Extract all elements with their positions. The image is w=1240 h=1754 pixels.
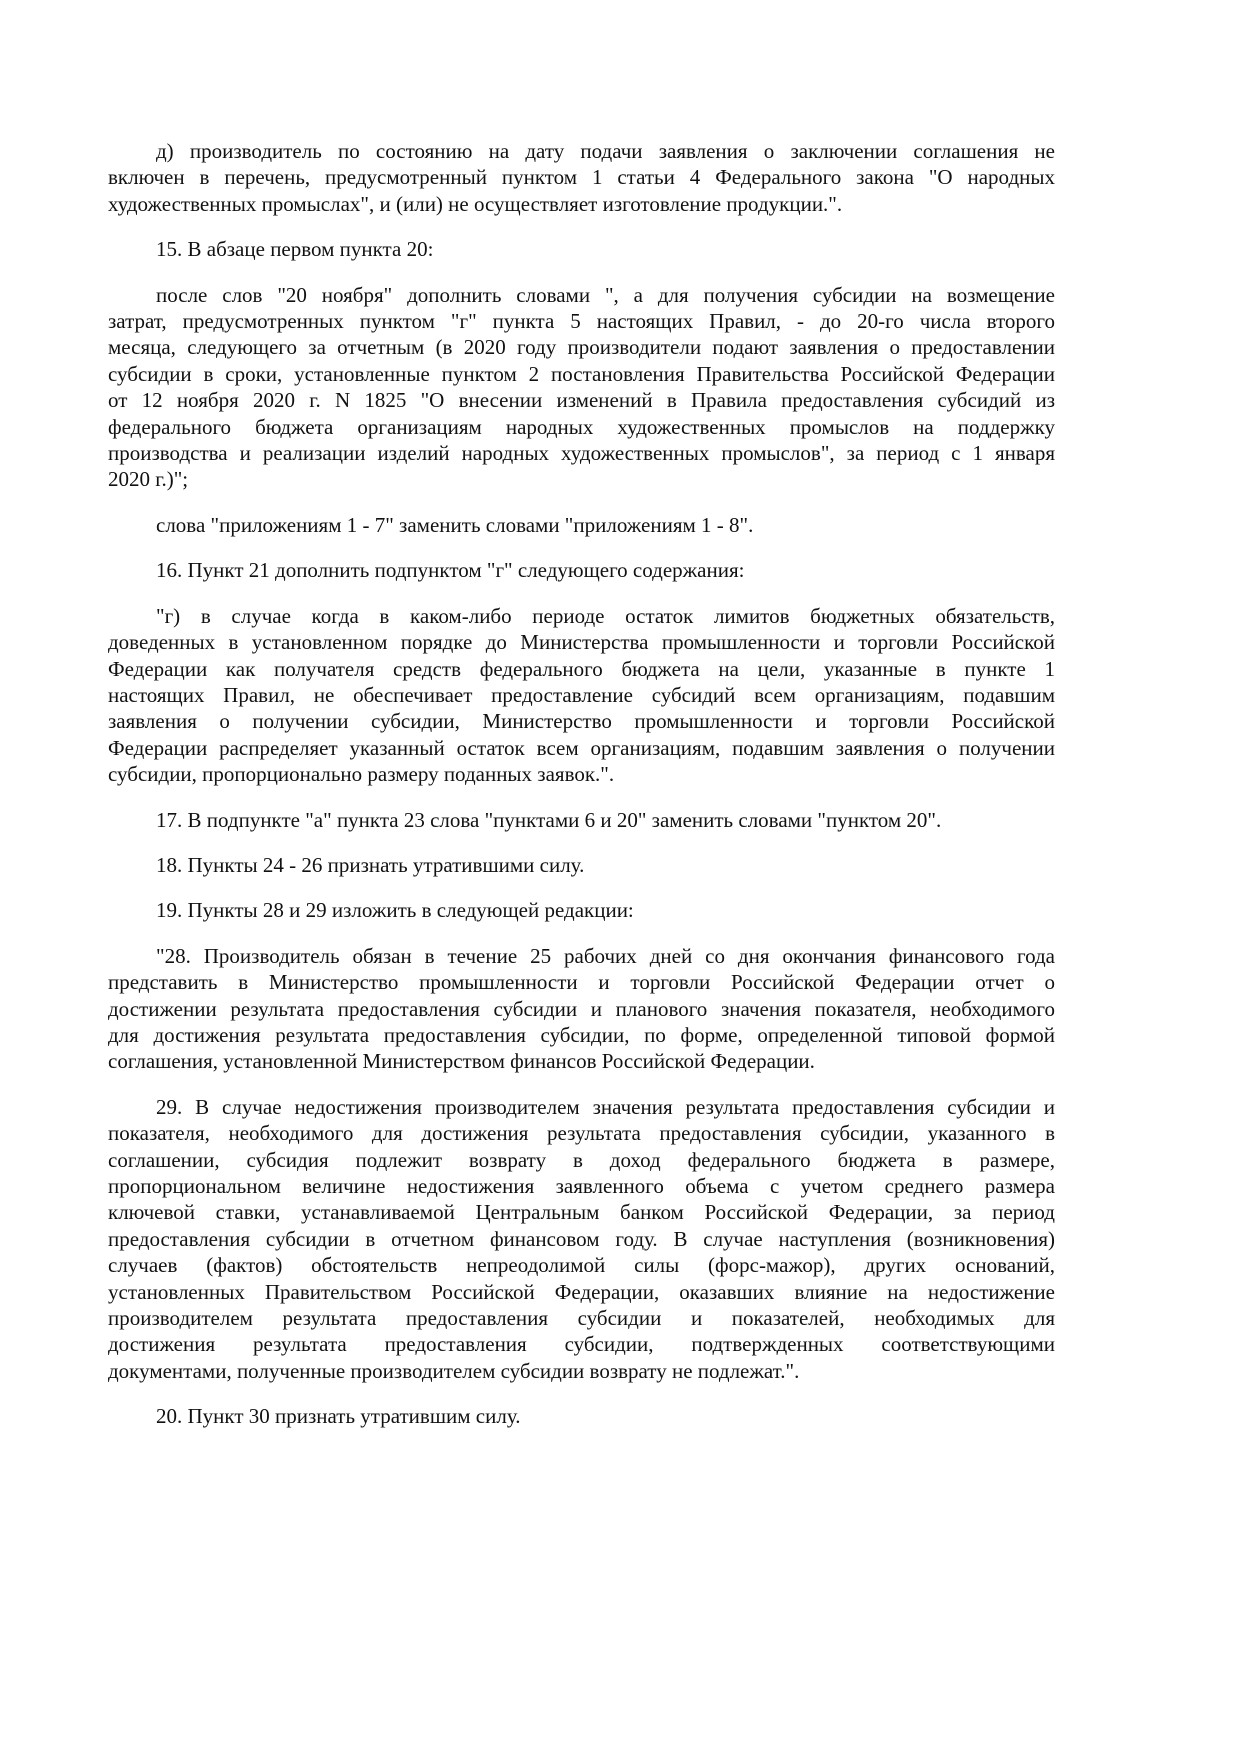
text-line: для достижения результата предоставления субсидии, по форме, определенной типовой формой [108,1022,1055,1047]
text-line: настоящих Правил, не обеспечивает предоставление субсидий всем организациям, подавшим [108,682,1055,707]
paragraph [108,603,1055,788]
text-line: субсидии в сроки, установленные пунктом 2 постановления Правительства Российской Федерации [108,361,1055,386]
text-line: месяца, следующего за отчетным (в 2020 году производители подают заявления о предоставлении [108,335,1055,360]
text-line: соглашения, установленной Министерством финансов Российской Федерации. [108,1049,815,1074]
text-line: Федерации как получателя средств федерального бюджета на цели, указанные в пункте 1 [108,656,1055,681]
text-line: документами, полученные производителем субсидии возврату не подлежат.". [108,1358,800,1383]
text-line: достижения результата предоставления субсидии, подтвержденных соответствующими [108,1332,1055,1357]
text-line: случаев (фактов) обстоятельств непреодолимой силы (форс-мажор), других оснований, [108,1253,1055,1278]
text-line: "28. Производитель обязан в течение 25 рабочих дней со дня окончания финансового года [156,943,1055,968]
text-line: соглашении, субсидия подлежит возврату в доход федерального бюджета в размере, [108,1147,1055,1172]
text-line: включен в перечень, предусмотренный пунктом 1 статьи 4 Федерального закона "О народных [108,165,1055,190]
paragraph [108,236,1055,262]
text-line: 2020 г.)"; [108,467,189,492]
text-line: производителем результата предоставления субсидии и показателей, необходимых для [108,1306,1055,1331]
text-line: 19. Пункты 28 и 29 изложить в следующей редакции: [156,898,634,923]
text-line: установленных Правительством Российской Федерации, оказавших влияние на недостижение [108,1279,1055,1304]
paragraph [108,1094,1055,1384]
text-line: художественных промыслах", и (или) не осуществляет изготовление продукции.". [108,191,843,216]
paragraph [108,138,1055,217]
paragraph [108,897,1055,923]
text-line: 18. Пункты 24 - 26 признать утратившими силу. [156,852,585,877]
text-line: после слов "20 ноября" дополнить словами ", а для получения субсидии на возмещение [156,282,1055,307]
text-line: 17. В подпункте "а" пункта 23 слова "пунктами 6 и 20" заменить словами "пунктом 20". [156,807,942,832]
paragraph [108,807,1055,833]
document-page [108,138,1055,1449]
paragraph [108,557,1055,583]
text-line: затрат, предусмотренных пунктом "г" пункта 5 настоящих Правил, - до 20-го числа второго [108,309,1055,334]
text-line: Федерации распределяет указанный остаток всем организациям, подавшим заявления о получении [108,735,1055,760]
paragraph [108,282,1055,493]
text-line: 20. Пункт 30 признать утратившим силу. [156,1404,521,1429]
text-line: ключевой ставки, устанавливаемой Центральным банком Российской Федерации, за период [108,1200,1055,1225]
paragraph [108,512,1055,538]
text-line: представить в Министерство промышленности и торговли Российской Федерации отчет о [108,970,1055,995]
text-line: слова "приложениям 1 - 7" заменить словами "приложениям 1 - 8". [156,512,754,537]
text-line: доведенных в установленном порядке до Министерства промышленности и торговли Российской [108,630,1055,655]
paragraph [108,852,1055,878]
text-line: производства и реализации изделий народных художественных промыслов", за период с 1 января [108,441,1055,466]
text-line: д) производитель по состоянию на дату подачи заявления о заключении соглашения не [156,139,1055,163]
text-line: показателя, необходимого для достижения результата предоставления субсидии, указанного в [108,1121,1055,1146]
text-line: федерального бюджета организациям народных художественных промыслов на поддержку [108,414,1055,439]
paragraph [108,1403,1055,1429]
text-line: 29. В случае недостижения производителем значения результата предоставления субсидии и [156,1094,1055,1119]
text-line: предоставления субсидии в отчетном финансовом году. В случае наступления (возникновения) [108,1226,1055,1251]
text-line: 16. Пункт 21 дополнить подпунктом "г" следующего содержания: [156,558,745,583]
paragraph [108,943,1055,1075]
text-line: 15. В абзаце первом пункта 20: [156,237,434,262]
text-line: от 12 ноября 2020 г. N 1825 "О внесении изменений в Правила предоставления субсидий из [108,388,1055,413]
text-line: субсидии, пропорционально размеру поданных заявок.". [108,762,615,787]
text-line: заявления о получении субсидии, Министерство промышленности и торговли Российской [108,709,1055,734]
text-line: "г) в случае когда в каком-либо периоде остаток лимитов бюджетных обязательств, [156,603,1055,628]
text-line: пропорциональном величине недостижения заявленного объема с учетом среднего размера [108,1174,1055,1198]
text-line: достижении результата предоставления субсидии и планового значения показателя, необходимого [108,996,1055,1021]
